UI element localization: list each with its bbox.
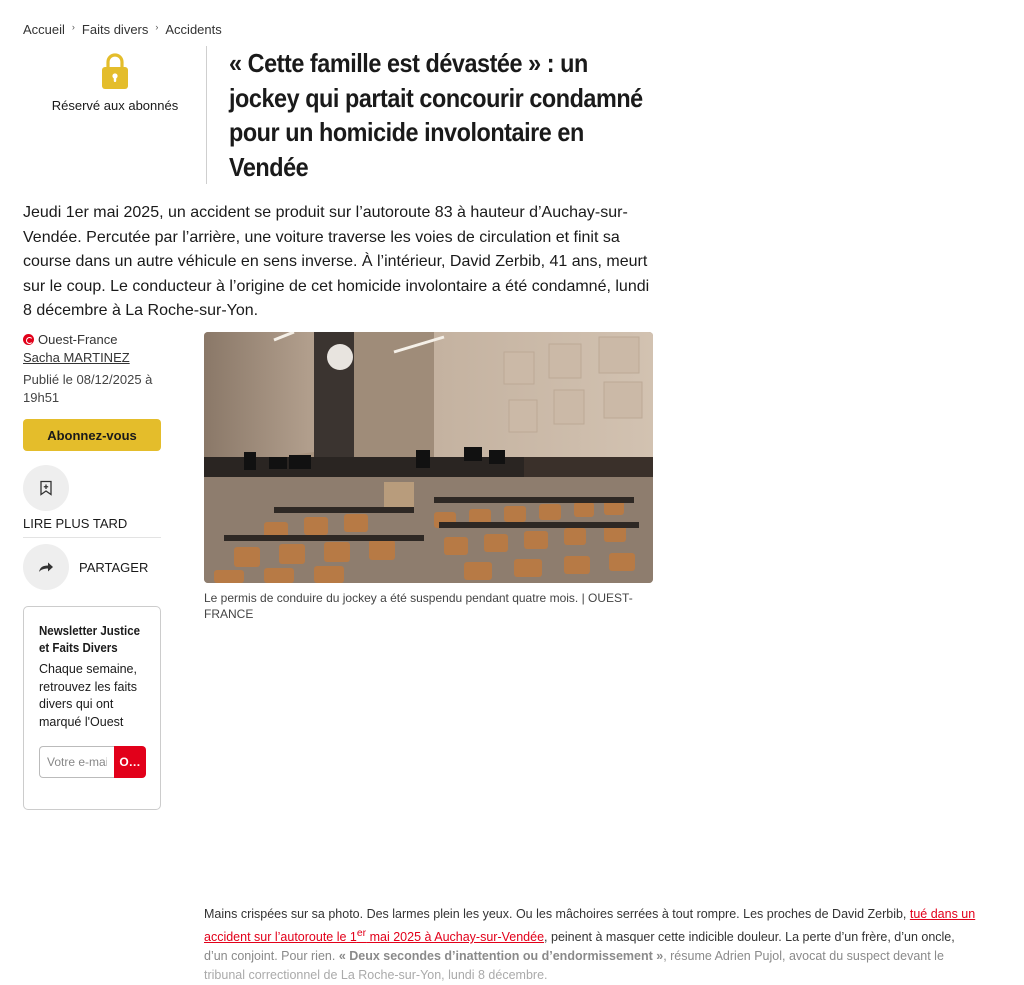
article-title: « Cette famille est dévastée » : un jockey qui partait concourir condamné pour un homicide involontaire en Vendée (229, 48, 643, 182)
read-later-label[interactable]: LIRE PLUS TARD (23, 516, 128, 531)
body-quote: « Deux secondes d’inattention ou d’endormissement » (338, 949, 664, 964)
article-source (23, 332, 161, 347)
photo-caption: Le permis de conduire du jockey a été suspendu pendant quatre mois. | OUEST-FRANCE (204, 591, 633, 621)
breadcrumb (23, 22, 222, 37)
body-text-1: Mains crispées sur sa photo. Des larmes plein les yeux. Ou les mâchoires serrées à tout rompre. Les proches de David Zerbib, (204, 907, 910, 921)
sidebar-divider (23, 537, 161, 538)
share-block (23, 544, 161, 590)
body-text-4: , résume Adrien Pujol, avocat du suspect devant le (663, 949, 944, 964)
share-label[interactable]: PARTAGER (79, 559, 149, 575)
lock-icon (100, 52, 130, 90)
newsletter-form (39, 746, 146, 778)
bookmark-icon (39, 480, 53, 496)
breadcrumb-accidents[interactable]: Accidents (165, 22, 222, 37)
body-text-3: d’un conjoint. Pour rien. (204, 949, 339, 964)
subscribe-button[interactable]: Abonnez-vous (23, 419, 161, 451)
newsletter-box (23, 606, 161, 810)
article-lead: Jeudi 1er mai 2025, un accident se produit sur l’autoroute 83 à hauteur d’Auchay-sur-Vendée. Percutée par l’arrière, une voiture traverse les voies de circulation et finit sa course dans un autre véhicule en sens inverse. À l’intérieur, David Zerbib, 41 ans, meurt sur le coup. Le conducteur à l’origine de cet homicide involontaire a été condamné, lundi 8 décembre à La Roche-sur-Yon. (23, 204, 650, 319)
read-later-block (23, 465, 161, 531)
breadcrumb-separator-icon: › (155, 21, 159, 32)
source-label: Ouest-France (38, 332, 118, 347)
read-later-button[interactable] (23, 465, 69, 511)
article-body (204, 905, 1012, 985)
breadcrumb-faits-divers[interactable]: Faits divers (81, 22, 149, 37)
related-article-link[interactable]: tué dans un accident sur l’autoroute le 1er mai 2025 à Auchay-sur-Vendée (204, 907, 976, 945)
premium-badge (40, 52, 190, 113)
body-text-2: , peinent à masquer cette indicible douleur. La perte d’un frère, d’un oncle, (544, 930, 955, 945)
share-arrow-icon (38, 561, 54, 573)
body-text-5: tribunal correctionnel de La Roche-sur-Yon, lundi 8 décembre. (204, 968, 548, 983)
title-divider (206, 46, 207, 184)
courtroom-photo (204, 332, 653, 583)
breadcrumb-separator-icon: › (71, 21, 75, 32)
breadcrumb-home[interactable]: Accueil (23, 22, 65, 37)
newsletter-submit-button[interactable]: O… (114, 746, 146, 778)
ouest-france-logo-icon (23, 334, 34, 345)
author-link[interactable]: Sacha MARTINEZ (23, 350, 130, 365)
newsletter-email-input[interactable] (39, 746, 114, 778)
newsletter-title: Newsletter Justice et Faits Divers (39, 624, 140, 655)
published-date: Publié le 08/12/2025 à 19h51 (23, 372, 153, 405)
premium-label: Réservé aux abonnés (51, 98, 179, 113)
article-photo (204, 332, 653, 583)
share-button[interactable] (23, 544, 69, 590)
newsletter-description: Chaque semaine, retrouvez les faits divers qui ont marqué l'Ouest (39, 662, 137, 729)
article-sidebar (23, 332, 161, 590)
